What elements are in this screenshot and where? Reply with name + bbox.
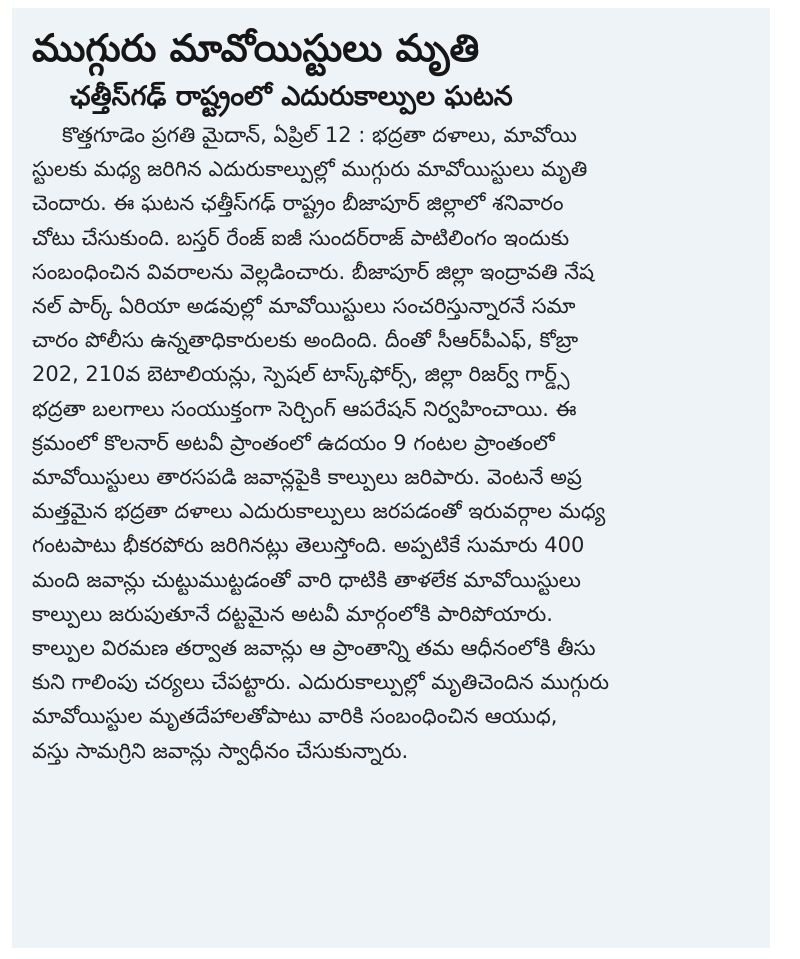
news-clipping	[12, 8, 770, 948]
body-line: కాల్పుల విరమణ తర్వాత జవాన్లు ఆ ప్రాంతాన్ని తమ ఆధీనంలోకి తీసు	[32, 636, 596, 661]
body-line: క్రమంలో కొలనార్ అటవీ ప్రాంతంలో ఉదయం 9 గంటల ప్రాంతంలో	[32, 430, 555, 455]
body-line: మత్తమైన భద్రతా దళాలు ఎదురుకాల్పులు జరపడంతో ఇరువర్గాల మధ్య	[32, 499, 606, 524]
body-line: వస్తు సామగ్రిని జవాన్లు స్వాధీనం చేసుకున్నారు.	[32, 738, 409, 763]
body-line: స్టులకు మధ్య జరిగిన ఎదురుకాల్పుల్లో ముగ్గురు మావోయిస్టులు మృతి	[32, 157, 588, 182]
body-line: చెందారు. ఈ ఘటన ఛత్తీస్‌గఢ్ రాష్ట్రం బీజాపూర్ జిల్లాలో శనివారం	[32, 191, 564, 216]
body-line: భద్రతా బలగాలు సంయుక్తంగా సెర్చింగ్ ఆపరేషన్ నిర్వహించాయి. ఈ	[32, 396, 577, 421]
body-line: 202, 210వ బెటాలియన్లు, స్పెషల్ టాస్క్‌ఫోర్స్, జిల్లా రిజర్వ్ గార్డ్స్	[32, 362, 570, 387]
body-line: కుని గాలింపు చర్యలు చేపట్టారు. ఎదురుకాల్పుల్లో మృతిచెందిన ముగ్గురు	[32, 670, 610, 695]
body-line: మావోయిస్టులు తారసపడి జవాన్లపైకి కాల్పులు జరిపారు. వెంటనే అప్ర	[32, 465, 582, 490]
body-line: చోటు చేసుకుంది. బస్తర్ రేంజ్ ఐజీ సుందర్‌రాజ్ పాటిలింగం ఇందుకు	[32, 225, 570, 250]
body-line: కాల్పులు జరుపుతూనే దట్టమైన అటవీ మార్గంలోకి పారిపోయారు.	[32, 601, 553, 626]
headline: ముగ్గురు మావోయిస్టులు మృతి	[32, 26, 480, 70]
body-line: చారం పోలీసు ఉన్నతాధికారులకు అందింది. దీంతో సీఆర్‌పీఎఫ్, కోబ్రా	[32, 328, 579, 353]
body-line: గంటపాటు భీకరపోరు జరిగినట్లు తెలుస్తోంది. అప్పటికే సుమారు 400	[32, 533, 585, 558]
body-line: మావోయిస్టుల మృతదేహాలతోపాటు వారికి సంబంధించిన ఆయుధ,	[32, 704, 558, 729]
subheadline: ఛత్తీస్‌గఢ్ రాష్ట్రంలో ఎదురుకాల్పుల ఘటన	[70, 81, 513, 112]
body-line: మంది జవాన్లు చుట్టుముట్టడంతో వారి ధాటికి తాళలేక మావోయిస్టులు	[32, 567, 581, 592]
body-line: కొత్తగూడెం ప్రగతి మైదాన్, ఏప్రిల్ 12 : భద్రతా దళాలు, మావోయి	[62, 123, 577, 147]
article-body	[32, 118, 752, 768]
body-line: సంబంధించిన వివరాలను వెల్లడించారు. బీజాపూర్ జిల్లా ఇంద్రావతి నేష	[32, 259, 594, 284]
body-line: నల్ పార్క్ ఏరియా అడవుల్లో మావోయిస్టులు సంచరిస్తున్నారనే సమా	[32, 294, 576, 319]
